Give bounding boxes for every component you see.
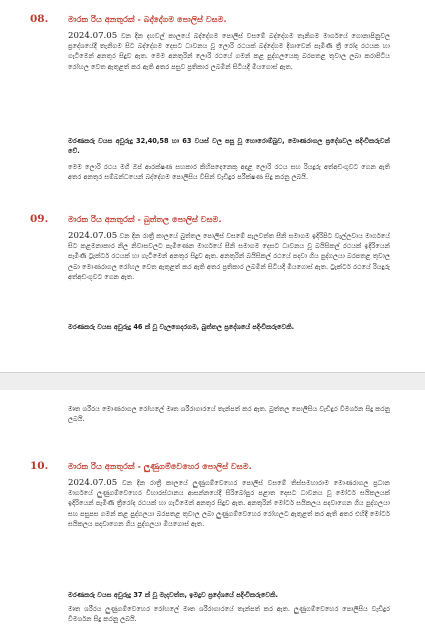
victim-details: මරණකරු වයස අවුරුදු 46 ක් වූ වැලගෙදරගම, බුත්තල ප්‍රදේශයේ පදිංචිකරුවෙකි. bbox=[68, 323, 295, 331]
incident-text: වන දින දහවල් කාලයේ බද්දේගම පොලිස් වසමේ බද්දේගම තැනිගම මාර්ගයේ ගොනාපිනුවල ප්‍රදේශයේදී තැනිගම සිට බද්දේගම දෙසට ධාවනය වූ ලොරි රථයක් බද්දේගම දිශාවෙන් පැමිණි ත්‍රී රෝද රථයක හා ගැටීමෙන් අනතුර සිදුව ඇත. මෙම අනතුරින් ලොරි රථයේ ගමන් කළ පුද්ගලයෙකු බරපතළ තුවාල ලබා කරාපිටිය රෝහල වෙත ඇතුළත් කර ඇති අතර පසුව ප්‍රතිකාර ලබමින් සිටියදී මියගොස් ඇත. bbox=[68, 32, 390, 71]
section-title: මාරක රිය අනතුරක් - බද්දේගම පොලිස් වසම. bbox=[68, 14, 227, 24]
follow-up-paragraph: මෙම ලොරි රථය මගී ඔප් ආරක්ෂණ සහකාර කිහිපදෙනෙකු අදාළ ලොරි රථය සහ රියදුරු අත්අඩංගුවට ගෙන ඇති අතර අනතුර සම්බන්ධයෙන් බද්දේගම පොලිසිය විසින් වැඩිදුර පරීක්ෂණ සිදු කරනු ලබයි. bbox=[68, 163, 390, 182]
section-paragraph bbox=[68, 31, 390, 133]
incident-date: 2024.07.05 bbox=[68, 231, 118, 241]
incident-date: 2024.07.05 bbox=[68, 31, 118, 41]
section-number: 10. bbox=[30, 460, 49, 472]
incident-text: වන දින රාත්‍රී කාලයේ බුත්තල පොලිස් වසමේ පැලවත්ත සීනි සමාගම ඉදිරිපිට වැල්ලවාය මාර්ගයේ සිට කළමනාකාර නිල නිවාසවලට පැමිණෙන මාර්ගයේ සීනි සමාගම දෙසට ධාවනය වූ බයිසිකල් රථයක් ඉදිරියෙන් පැමිණි ට්‍රැක්ටර් රථයක් හා ගැටීමෙන් අනතුර සිදුව ඇත. අනතුරින් බයිසිකල් රථයේ පදවා ගිය පුද්ගලයා බරපතළ තුවාල ලබා මොණරාගල රෝහල වෙත ඇතුළත් කර ඇති අතර ප්‍රතිකාර ලබමින් සිටියදී මියගොස් ඇත. ට්‍රැක්ටර් රථයේ රියදුරු අත්අඩංගුවට ගෙන ඇත. bbox=[68, 232, 390, 281]
section-paragraph bbox=[68, 231, 390, 313]
victim-details: මරණකරු වයස අවුරුදු 37 ක් වූ මැදවත්ත, ඉමදුව ප්‍රදේශයේ පදිංචිකරුවෙකි. bbox=[68, 591, 278, 599]
page-sheet-bottom bbox=[0, 390, 425, 640]
section-number: 09. bbox=[30, 213, 49, 225]
incident-date: 2024.07.05 bbox=[68, 478, 118, 488]
follow-up-paragraph: මෘත ශරීරය ලුණුගම්වෙහෙර රෝහලේ මෘත ශරීරාගාරයේ තැන්පත් කර ඇත. ලුණුගම්වෙහෙර පොලිසිය වැඩිදුර විමර්ශන සිදු කරනු ලබයි. bbox=[68, 605, 390, 624]
section-number: 08. bbox=[30, 13, 49, 25]
incident-text: වන දින රාත්‍රී කාලයේ ලුණුගම්වෙහෙර පොලිස් වසමේ තිස්සමහාරාම මොණරාගල ප්‍රධාන මාර්ගයේ ලුණුගම්වෙහෙර විහාරස්ථානය ආසන්නයේදී සිරිබෝපුර පළාත දෙසට ධාවනය වූ මෝටර් සයිකලයක් ඉදිරියෙන් පැමිණි ත්‍රීරෝද රථයක් හා ගැටීමෙන් අනතුර සිදුව ඇත. අනතුරින් මෝටර් සයිකලය පදවාගෙන ගිය පුද්ගලයා සහ පසුපස ගමන් කළ පුද්ගලයා බරපතළ තුවාල ලබා ලුණුගම්වෙහෙර රෝහලට ඇතුළත් කර ඇති අතර එහිදී මෝටර් සයිකලය පදවාගෙන ගිය පුද්ගලයා මියගොස් ඇත. bbox=[68, 479, 390, 528]
section-title: මාරක රිය අනතුරක් - ලුණුගම්වෙහෙර පොලිස් වසම. bbox=[68, 461, 252, 471]
section-paragraph bbox=[68, 478, 390, 590]
victim-details: මරණකරු වයස අවුරුදු 32,40,58 හා 63 වයස් වල පසු වූ හොරොම්බුව, මොණරාගල ප්‍රදේශවල පදිංචිකරුවන් වේ. bbox=[68, 137, 390, 156]
continuation-paragraph: මෘත ශරීරය මොණරාගල රෝහලේ මෘත ශරීරාගාරයේ තැන්පත් කර ඇත. බුත්තල පොලිසිය වැඩිදුර විමර්ශන සිදු කරනු ලබයි. bbox=[68, 405, 390, 424]
page-break bbox=[0, 372, 425, 392]
section-title: මාරක රිය අනතුරක් - බුත්තල පොලිස් වසම. bbox=[68, 214, 222, 224]
